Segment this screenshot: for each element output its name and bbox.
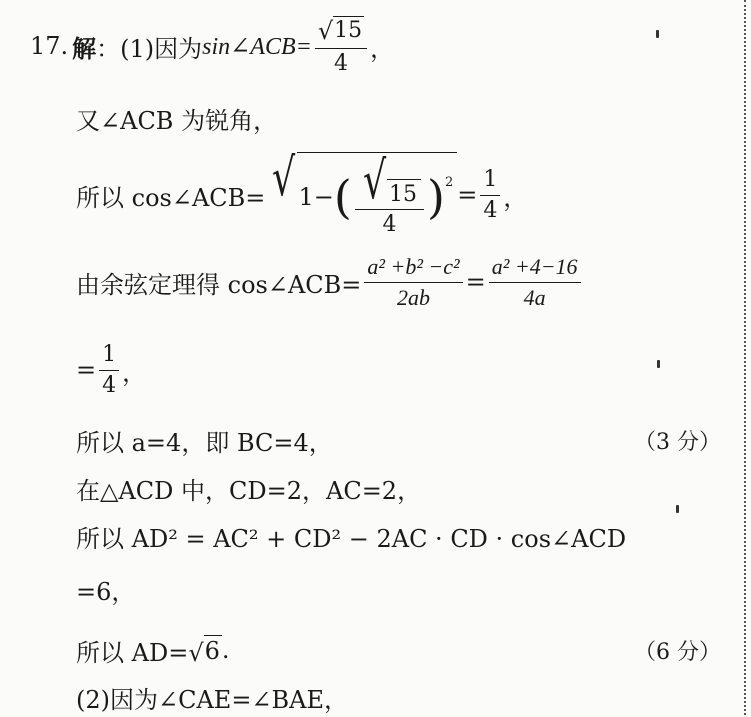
fraction [480,167,500,223]
score-6: （6 分） [634,639,721,665]
fraction: √ 15 4 [355,155,424,237]
denominator: 4 [483,197,498,223]
solution-label: 解 [72,33,97,63]
numerator: 1 [99,342,119,370]
numerator: a² +4−16 [489,254,581,282]
denominator: 4 [102,372,117,398]
exponent: 2 [444,175,454,190]
punctuation: ， [122,358,147,387]
line-11: (2)因为∠CAE=∠BAE， [76,685,349,714]
fraction [489,254,581,310]
fraction [99,342,119,398]
line-5 [76,342,147,398]
law-of-cosines-label: 由余弦定理得 cos∠ACB= [76,270,362,299]
line-8: 所以 AD² = AC² + CD² − 2AC · CD · cos∠ACD [76,524,627,553]
radicand: 6 [204,637,220,665]
fraction [364,254,462,310]
denominator: 4 [333,50,348,76]
cos-expression: 所以 cos∠ACB= [76,183,266,212]
scan-mark [657,360,660,368]
punctuation: ， [370,34,395,63]
problem-number: 17. [30,32,69,60]
equals: = [457,181,478,209]
square-root: √ 1− ( √ 15 4 ) $^2$ [267,152,457,237]
numerator: 15 [334,18,363,44]
denominator: 4 [382,212,397,238]
line-3 [76,148,528,238]
line-2: 又∠ACB 为锐角， [76,106,278,135]
punctuation: ， [503,183,528,212]
numerator: a² +b² −c² [364,254,462,282]
denominator: 4a [523,284,546,310]
square-root: √ 6 [188,637,220,667]
colon: ： [96,34,121,63]
equals: = [76,356,97,384]
equals: = [465,268,486,296]
line-1 [30,17,395,76]
line-6: 所以 a=4，即 BC=4， [76,428,333,457]
one-minus: 1− [298,182,334,211]
scan-mark [656,30,659,38]
punctuation: . [221,636,230,664]
dotted-border [744,0,746,715]
ad-expression: 所以 AD= [76,638,189,667]
numerator: 15 [387,179,421,207]
line-9: =6， [76,577,136,606]
scan-mark [676,505,679,513]
score-3: （3 分） [634,429,721,455]
denominator: 2ab [397,284,431,310]
part-label: (1)因为 [120,34,203,63]
line-10 [76,630,230,670]
numerator: 1 [480,167,500,195]
line-7: 在△ACD 中，CD=2，AC=2， [76,476,422,505]
sin-expression: sin∠ACB= [202,33,312,60]
fraction: √ 15 4 [315,16,367,76]
line-4 [76,254,584,310]
